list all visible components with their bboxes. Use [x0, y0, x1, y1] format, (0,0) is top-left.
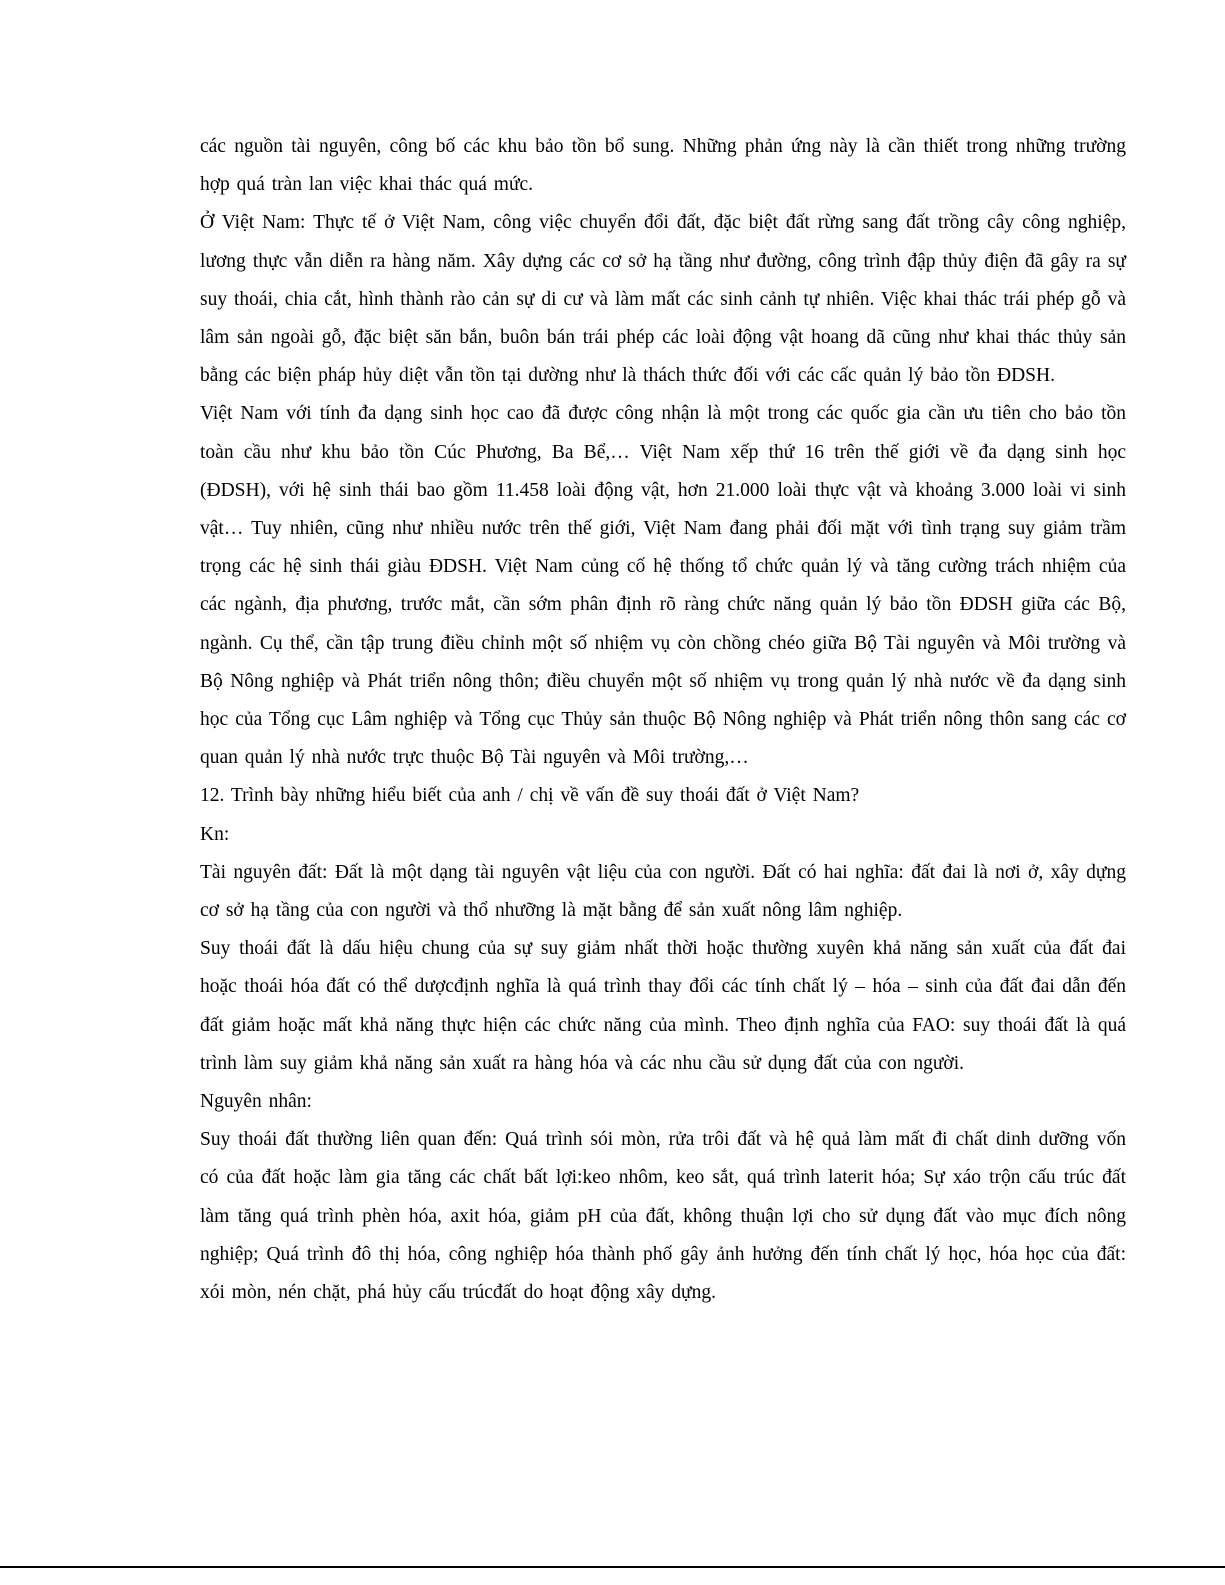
- paragraph-land-resource: Tài nguyên đất: Đất là một dạng tài nguyên vật liệu của con người. Đất có hai nghĩa: đất đai là nơi ở, xây dựng cơ sở hạ tầng của con người và thổ nhưỡng là mặt bằng để sản xuất nông lâm nghiệp.: [200, 861, 1126, 922]
- paragraph-land-degradation-definition: Suy thoái đất là dấu hiệu chung của sự suy giảm nhất thời hoặc thường xuyên khả năng sản xuất của đất đai hoặc thoái hóa đất có thể dượcđịnh nghĩa là quá trình thay đổi các tính chất lý – hóa – sinh của đất đai dẫn đến đất giảm hoặc mất khả năng thực hiện các chức năng của mình. Theo định nghĩa của FAO: suy thoái đất là quá trình làm suy giảm khả năng sản xuất ra hàng hóa và các nhu cầu sử dụng đất của con người.: [200, 938, 1126, 1074]
- paragraph-vietnam-reality: Ở Việt Nam: Thực tế ở Việt Nam, công việc chuyển đổi đất, đặc biệt đất rừng sang đất trồng cây công nghiệp, lương thực vẫn diễn ra hàng năm. Xây dựng các cơ sở hạ tầng như đường, công trình đập thủy điện đã gây ra sự suy thoái, chia cắt, hình thành rào cản sự di cư và làm mất các sinh cảnh tự nhiên. Việc khai thác trái phép gỗ và lâm sản ngoài gỗ, đặc biệt săn bắn, buôn bán trái phép các loài động vật hoang dã cũng như khai thác thủy sản bằng các biện pháp hủy diệt vẫn tồn tại dường như là thách thức đối với các cấc quản lý bảo tồn ĐDSH.: [200, 212, 1126, 387]
- paragraph-causes: Suy thoái đất thường liên quan đến: Quá trình sói mòn, rửa trôi đất và hệ quả làm mất đi chất dinh dưỡng vốn có của đất hoặc làm gia tăng các chất bất lợi:keo nhôm, keo sắt, quá trình laterit hóa; Sự xáo trộn cấu trúc đất làm tăng quá trình phèn hóa, axit hóa, giảm pH của đất, không thuận lợi cho sử dụng đất vào mục đích nông nghiệp; Quá trình đô thị hóa, công nghiệp hóa thành phố gây ảnh hưởng đến tính chất lý học, hóa học của đất: xói mòn, nén chặt, phá hủy cấu trúcđất do hoạt động xây dựng.: [200, 1129, 1126, 1304]
- document-body: [200, 128, 1126, 1312]
- concept-label: Kn:: [200, 823, 230, 845]
- paragraph-vietnam-biodiversity: Việt Nam với tính đa dạng sinh học cao đã được công nhận là một trong các quốc gia cần ưu tiên cho bảo tồn toàn cầu như khu bảo tồn Cúc Phương, Ba Bể,… Việt Nam xếp thứ 16 trên thế giới về đa dạng sinh học (ĐDSH), với hệ sinh thái bao gồm 11.458 loài động vật, hơn 21.000 loài thực vật và khoảng 3.000 loài vi sinh vật… Tuy nhiên, cũng như nhiều nước trên thế giới, Việt Nam đang phải đối mặt với tình trạng suy giảm trầm trọng các hệ sinh thái giàu ĐDSH. Việt Nam củng cố hệ thống tổ chức quản lý và tăng cường trách nhiệm của các ngành, địa phương, trước mắt, cần sớm phân định rõ ràng chức năng quản lý bảo tồn ĐDSH giữa các Bộ, ngành. Cụ thể, cần tập trung điều chỉnh một số nhiệm vụ còn chồng chéo giữa Bộ Tài nguyên và Môi trường và Bộ Nông nghiệp và Phát triển nông thôn; điều chuyển một số nhiệm vụ trong quản lý nhà nước về đa dạng sinh học của Tổng cục Lâm nghiệp và Tổng cục Thủy sản thuộc Bộ Nông nghiệp và Phát triển nông thôn sang các cơ quan quản lý nhà nước trực thuộc Bộ Tài nguyên và Môi trường,…: [200, 403, 1126, 769]
- page-bottom-divider: [0, 1566, 1225, 1568]
- question-heading: 12. Trình bày những hiểu biết của anh / chị về vấn đề suy thoái đất ở Việt Nam?: [200, 785, 860, 807]
- causes-label: Nguyên nhân:: [200, 1091, 312, 1113]
- paragraph-conservation-responses: các nguồn tài nguyên, công bố các khu bảo tồn bổ sung. Những phản ứng này là cần thiết trong những trường hợp quá tràn lan việc khai thác quá mức.: [200, 136, 1126, 196]
